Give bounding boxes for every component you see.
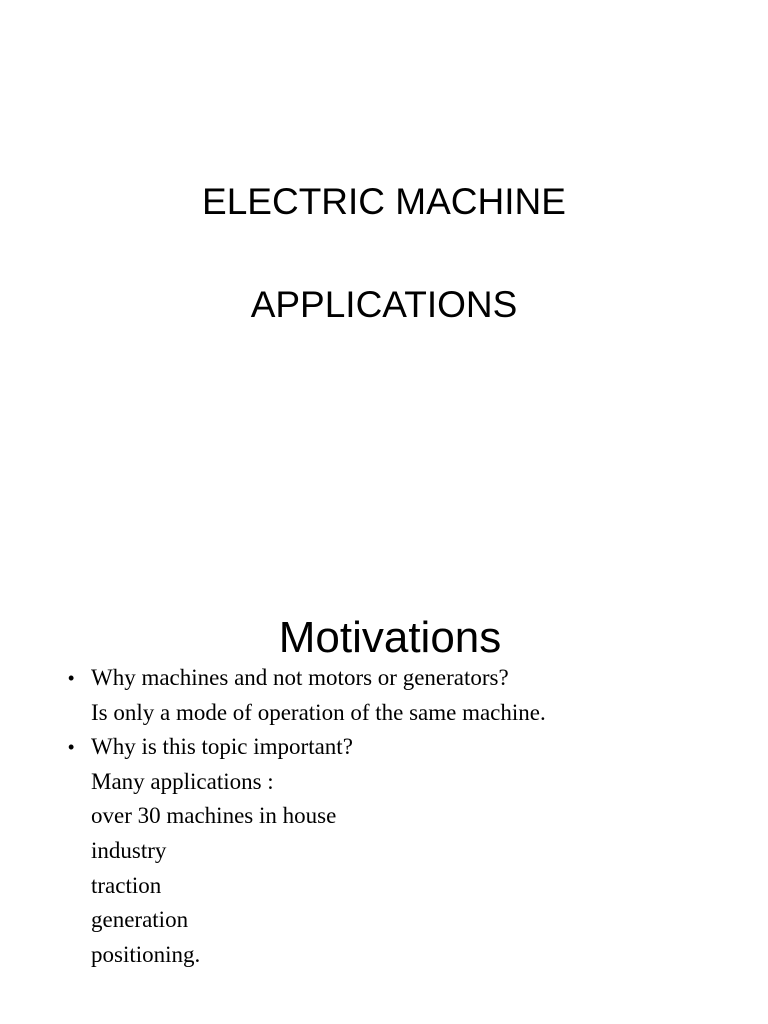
bullet-2-line-7: positioning. (91, 941, 201, 967)
bullet-2-line-6: generation (91, 907, 189, 933)
bullet-2-line-3: over 30 machines in house (91, 803, 337, 829)
bullet-2-line-5: traction (91, 872, 162, 898)
motivations-slide (0, 512, 768, 1024)
bullet-2-line-1: Why is this topic important? (91, 734, 353, 760)
bullet-2-line-2: Many applications : (91, 768, 274, 794)
bullet-list (66, 661, 748, 972)
bullet-item-2 (66, 730, 748, 972)
bullet-1-line-2: Is only a mode of operation of the same machine. (91, 699, 546, 725)
bullet-icon: • (68, 668, 75, 688)
slide-heading: Motivations (278, 613, 502, 662)
title-line-2: APPLICATIONS (250, 284, 518, 325)
bullet-2-line-4: industry (91, 837, 167, 863)
title-line-1: ELECTRIC MACHINE (202, 181, 566, 222)
bullet-icon: • (68, 737, 75, 758)
bullet-1-line-1: Why machines and not motors or generators? (91, 665, 509, 690)
bullet-item-1 (66, 661, 748, 730)
